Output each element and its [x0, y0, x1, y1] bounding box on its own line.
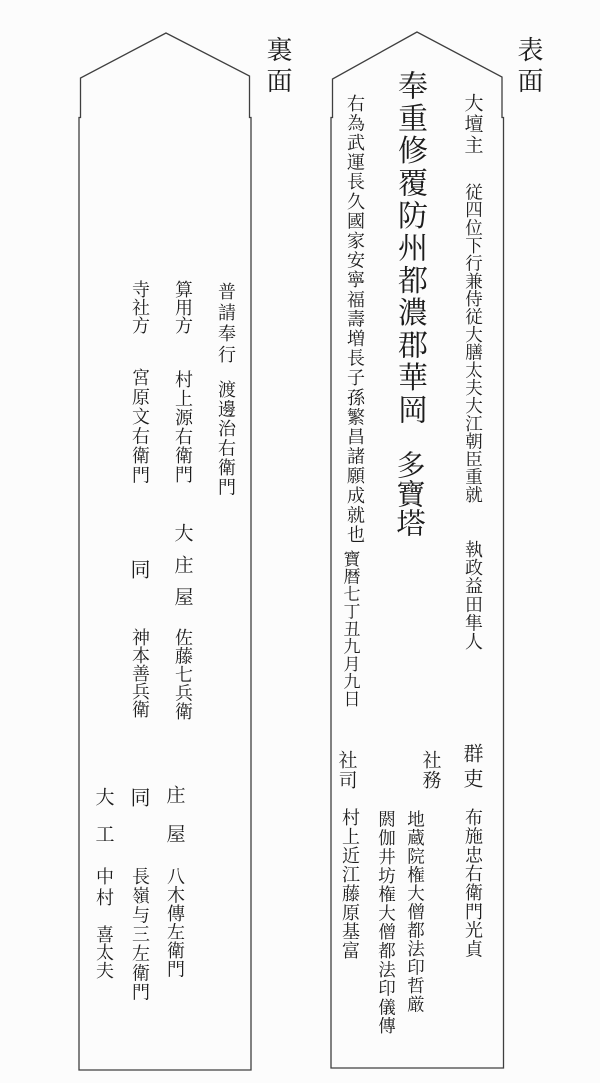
temples-name-2: 神本善兵衛 — [129, 628, 150, 718]
accounting-heading: 算用方 — [172, 280, 193, 334]
dedication-text: 右為武運長久國家安寧福壽増長子孫繁昌諸願成就也 — [344, 94, 365, 545]
headman-heading: 庄屋 — [163, 785, 186, 863]
carpenter-given-name: 喜太夫 — [93, 925, 114, 979]
patron-heading: 大壇主 — [461, 93, 484, 156]
carpenter-family-name: 中村 — [93, 867, 114, 909]
construction-name: 渡邊治右衛門 — [215, 380, 236, 497]
headman-ditto-mark: 同 — [127, 787, 151, 807]
construction-heading: 普請奉行 — [215, 282, 236, 366]
tablet-title-main: 奉重修覆防州都濃郡華岡 — [392, 70, 427, 427]
executive-name: 執政益田隼人 — [462, 540, 483, 651]
headman-name: 八木傳左衛門 — [164, 867, 185, 978]
great-headman-name: 佐藤七兵衛 — [172, 628, 193, 721]
great-headman-heading: 大庄屋 — [171, 523, 194, 619]
tablet-title-sub: 多寶塔 — [392, 450, 427, 537]
carpenter-heading: 大工 — [92, 787, 115, 861]
temples-ditto-mark: 同 — [127, 559, 151, 579]
shamu-heading: 社務 — [419, 750, 442, 790]
officials-name: 布施忠右衛門光貞 — [462, 808, 483, 959]
shaji-name: 村上近江藤原基富 — [339, 808, 360, 960]
accounting-name: 村上源右衛門 — [172, 370, 193, 484]
front-side-label: 表面 — [513, 36, 543, 98]
headman-name-2: 長嶺与三左衛門 — [129, 867, 150, 1003]
era-date: 寶暦七丁丑九月九日 — [339, 550, 360, 708]
back-side-label: 裏面 — [262, 36, 292, 98]
officials-heading: 群吏 — [460, 743, 484, 793]
shamu-priest-1: 地蔵院権大僧都法印哲厳 — [404, 810, 425, 1014]
shaji-heading: 社司 — [335, 750, 358, 790]
shamu-priest-2: 閼伽井坊権大僧都法印儀傳 — [375, 810, 396, 1036]
patron-name: 従四位下行兼侍従大膳太夫大江朝臣重就 — [462, 183, 483, 504]
temples-heading: 寺社方 — [129, 280, 150, 334]
temples-name: 宮原文右衛門 — [129, 368, 150, 485]
